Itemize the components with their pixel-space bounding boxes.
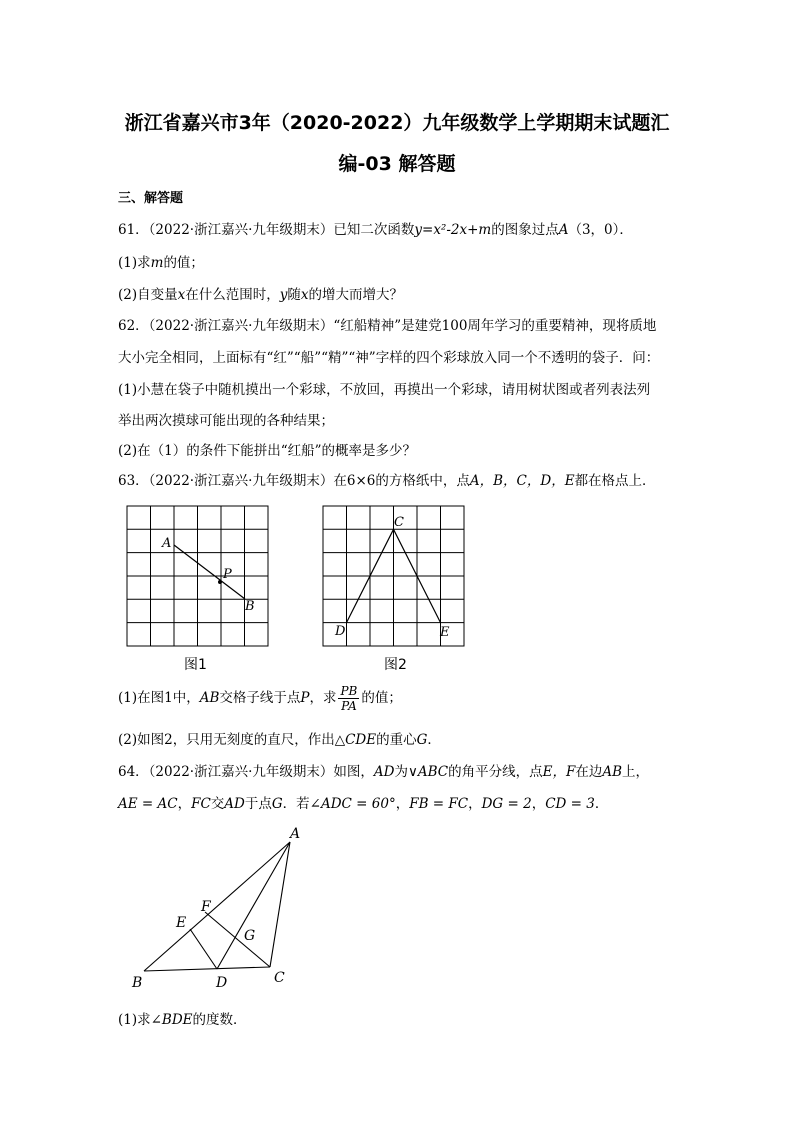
q62-line5: (2)在（1）的条件下能拼出“红船”的概率是多少？ [118,443,417,459]
label-g: G [244,928,256,944]
document-title-line2: 编-03 解答题 [338,153,456,175]
q64-part1: (1)求∠BDE的度数． [118,1012,247,1028]
q63-part1: (1)在图1中，AB交格子线于点P，求 $\frac{PB}{PA}$ 的值； [118,684,402,713]
segment-de [190,929,217,969]
q64-stem-line1: 64．（2022·浙江嘉兴·九年级期末）如图，AD为∨ABC的角平分线，点E，F在边AB上， [118,764,649,780]
label-c: C [394,515,404,530]
label-f: F [201,899,211,915]
label-e: E [440,625,450,640]
q62-line2: 大小完全相同，上面标有“红”“船”“精”“神”字样的四个彩球放入同一个不透明的袋子．问： [118,350,660,366]
side-ac [270,842,290,967]
label-d: D [335,624,346,639]
label-c: C [274,970,285,986]
point-p-dot [218,580,222,584]
segment-fc [205,912,270,967]
q64-stem-line2: AE = AC，FC交AD于点G．若∠ADC = 60°，FB = FC，DG = 2，CD = 3． [118,796,609,812]
label-a: A [162,536,172,551]
label-d: D [216,975,228,991]
document-title-line1: 浙江省嘉兴市3年（2020-2022）九年级数学上学期期末试题汇 [124,112,670,134]
side-ab [144,842,290,971]
figure2-grid [322,505,467,650]
segment-ad [217,842,290,969]
label-b: B [245,599,255,614]
label-e: E [176,915,187,931]
q61-part1: (1)求m的值； [118,255,204,271]
q61-stem: 61．（2022·浙江嘉兴·九年级期末）已知二次函数y=x²-2x+m的图象过点A（3，0）． [118,222,633,238]
q63-part2: (2)如图2，只用无刻度的直尺，作出△CDE的重心G． [118,732,441,748]
q64-triangle-figure [120,822,320,997]
side-bc [144,967,270,971]
q63-stem: 63．（2022·浙江嘉兴·九年级期末）在6×6的方格纸中，点A，B，C，D，E都在格点上． [118,473,656,489]
figure1-grid [126,505,271,650]
label-a: A [290,826,301,842]
q62-line4: 举出两次摸球可能出现的各种结果； [118,413,334,429]
section-heading: 三、解答题 [118,191,184,206]
label-b: B [132,975,143,991]
label-p: P [223,567,232,582]
q62-line3: (1)小慧在袋子中随机摸出一个彩球，不放回，再摸出一个彩球，请用树状图或者列表法列 [118,382,651,398]
q61-part2: (2)自变量x在什么范围时，y随x的增大而增大？ [118,287,404,303]
q62-line1: 62．（2022·浙江嘉兴·九年级期末）“红船精神”是建党100周年学习的重要精神，现将质地 [118,318,657,334]
fraction-pb-pa: $\frac{PB}{PA}$ [340,684,358,713]
figure2-caption: 图2 [384,657,407,673]
figure1-caption: 图1 [184,657,207,673]
